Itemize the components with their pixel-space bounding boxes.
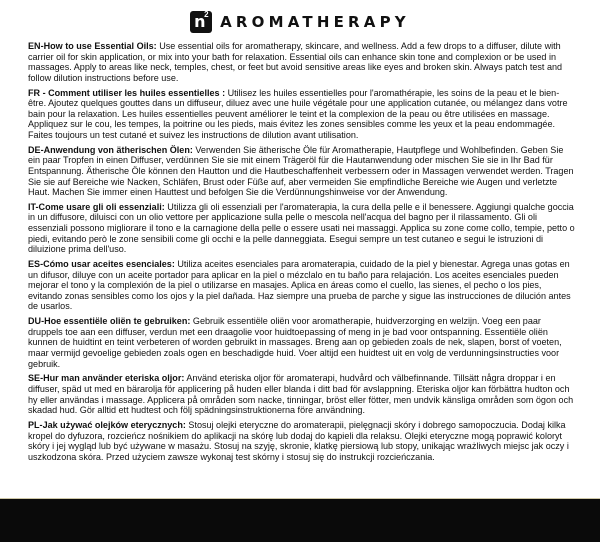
section-text: Verwenden Sie ätherische Öle für Aromatherapie, Hautpflege und Wohlbefinden. Geben Sie ein paar Tropfen in einen Diffuser, verdünnen Sie sie mit einem Trägeröl für die Hautanwendung oder mischen Sie sie in Ihr Bad für Entspannung. Ätherische Öle können den Hautton und die Hautbeschaffenheit verbessern oder in Massagen verwendet werden. Tragen Sie sie auf Bereiche wie Nacken, Schläfen, Brust oder Füße auf, aber vermeiden Sie empfindliche Bereiche wie Augen und verletzte Haut. Machen Sie immer einen Hauttest und befolgen Sie die Verdünnungshinweise vor der Anwendung. [28,144,574,198]
section-text: Stosuj olejki eteryczne do aromaterapii, pielęgnacji skóry i dobrego samopoczucia. Dodaj kilka kropel do dyfuzora, rozcieńcz nośnikiem do aplikacji na skórę lub dodaj do kąpieli dla relaksu. Olejki eteryczne mogą poprawić koloryt skóry i jej wygląd lub być używane w masażu. Stosuj na szyję, skronie, klatkę piersiową lub stopy, unikając wrażliwych miejsc jak oczy i uszkodzona skóra. Przed użyciem zawsze wykonaj test skórny i stosuj się do instrukcji rozcieńczania. [28,419,569,462]
logo-glyph: n [194,12,206,31]
section-title: FR - Comment utiliser les huiles essentielles : [28,87,226,98]
section-fr [28,88,577,141]
section-title: IT-Come usare gli oli essenziali: [28,201,165,212]
section-es [28,259,577,312]
section-de [28,145,577,198]
section-se [28,373,577,415]
footer-band [0,498,600,542]
section-text: Use essential oils for aromatherapy, skincare, and wellness. Add a few drops to a diffuser, dilute with carrier oil for skin application, or mix into your bath for relaxation. Essential oils can enhance skin tone and complexion or be used in massages. Apply to areas like neck, temples, chest, or feet but avoid sensitive areas like eyes and broken skin. Always patch test and follow dilution instructions before use. [28,41,563,83]
brand-logo-icon [190,11,212,33]
header [0,6,600,38]
logo-superscript: 2 [204,10,209,19]
section-text: Utiliza aceites esenciales para aromaterapia, cuidado de la piel y bienestar. Agrega unas gotas en un difusor, diluye con un aceite portador para aplicar en la piel o mézclalo en tu baño para relajación. Los aceites esenciales pueden mejorar el tono y la complexión de la piel o utilizarse en masajes. Aplica en áreas como el cuello, las sienes, el pecho o los pies, evitando zonas sensibles como los ojos y la piel dañada. Haz siempre una prueba de parche y sigue las instrucciones de dilución antes de usarlos. [28,259,571,312]
section-text: Gebruik essentiële oliën voor aromatherapie, huidverzorging en welzijn. Voeg een paar druppels toe aan een diffuser, verdun met een draagolie voor huidtoepassing of meng in je bad voor ontspanning. Essentiële oliën kunnen de huidtint en teint verbeteren of worden gebruikt in massages. Breng aan op gebieden zoals de nek, slapen, borst of voeten, maar vermijd gevoelige gebieden zoals ogen en beschadigde huid. Voer altijd een huidtest uit en volg de verdunningsinstructies voor gebruik. [28,316,562,369]
footer-divider [0,498,600,499]
section-title: PL-Jak używać olejków eterycznych: [28,419,186,430]
section-title: DU-Hoe essentiële oliën te gebruiken: [28,316,191,327]
section-text: Använd eteriska oljor för aromaterapi, hudvård och välbefinnande. Tillsätt några droppar i en diffuser, späd ut med en bärarolja för applicering på huden eller blanda i ditt bad för avslappning. Eteriska oljor kan förbättra hudton och hy eller användas i massage. Applicera på områden som nacke, tinningar, bröst eller fötter, men undvik känsliga områden som ögon och skadad hud. Gör alltid ett hudtest och följ spädningsinstruktionerna före användning. [28,373,574,416]
instructions-body [28,41,577,466]
section-text: Utilizza gli oli essenziali per l'aromaterapia, la cura della pelle e il benessere. Aggiungi qualche goccia in un diffusore, diluisci con un olio vettore per applicazione sulla pelle o mescola nell'acqua del bagno per il rilassamento. Gli oli essenziali possono migliorare il tono e la carnagione della pelle o essere usati nei massaggi. Applica su zone come collo, tempie, petto o piedi, evitando però le zone sensibili come gli occhi e la pelle danneggiata. Esegui sempre un test cutaneo e segui le istruzioni di diluizione prima dell'uso. [28,201,575,255]
section-title: SE-Hur man använder eteriska oljor: [28,373,185,384]
section-title: EN-How to use Essential Oils: [28,41,157,51]
section-du [28,316,577,369]
section-text: Utilisez les huiles essentielles pour l'aromathérapie, les soins de la peau et le bien-être. Ajoutez quelques gouttes dans un diffuseur, diluez avec une huile végétale pour une application cutanée, ou mélangez dans votre bain pour la relaxation. Les huiles essentielles peuvent améliorer le teint et la complexion de la peau ou être utilisées en massage. Appliquez sur le cou, les tempes, la poitrine ou les pieds, mais évitez les zones sensibles comme les yeux et la peau endommagée. Faites toujours un test cutané et suivez les instructions de dilution avant utilisation. [28,87,568,140]
section-title: DE-Anwendung von ätherischen Ölen: [28,144,193,155]
section-en [28,41,577,83]
section-title: ES-Cómo usar aceites esenciales: [28,259,175,270]
section-it [28,202,577,255]
brand-title: AROMATHERAPY [220,13,410,31]
section-pl [28,420,577,462]
